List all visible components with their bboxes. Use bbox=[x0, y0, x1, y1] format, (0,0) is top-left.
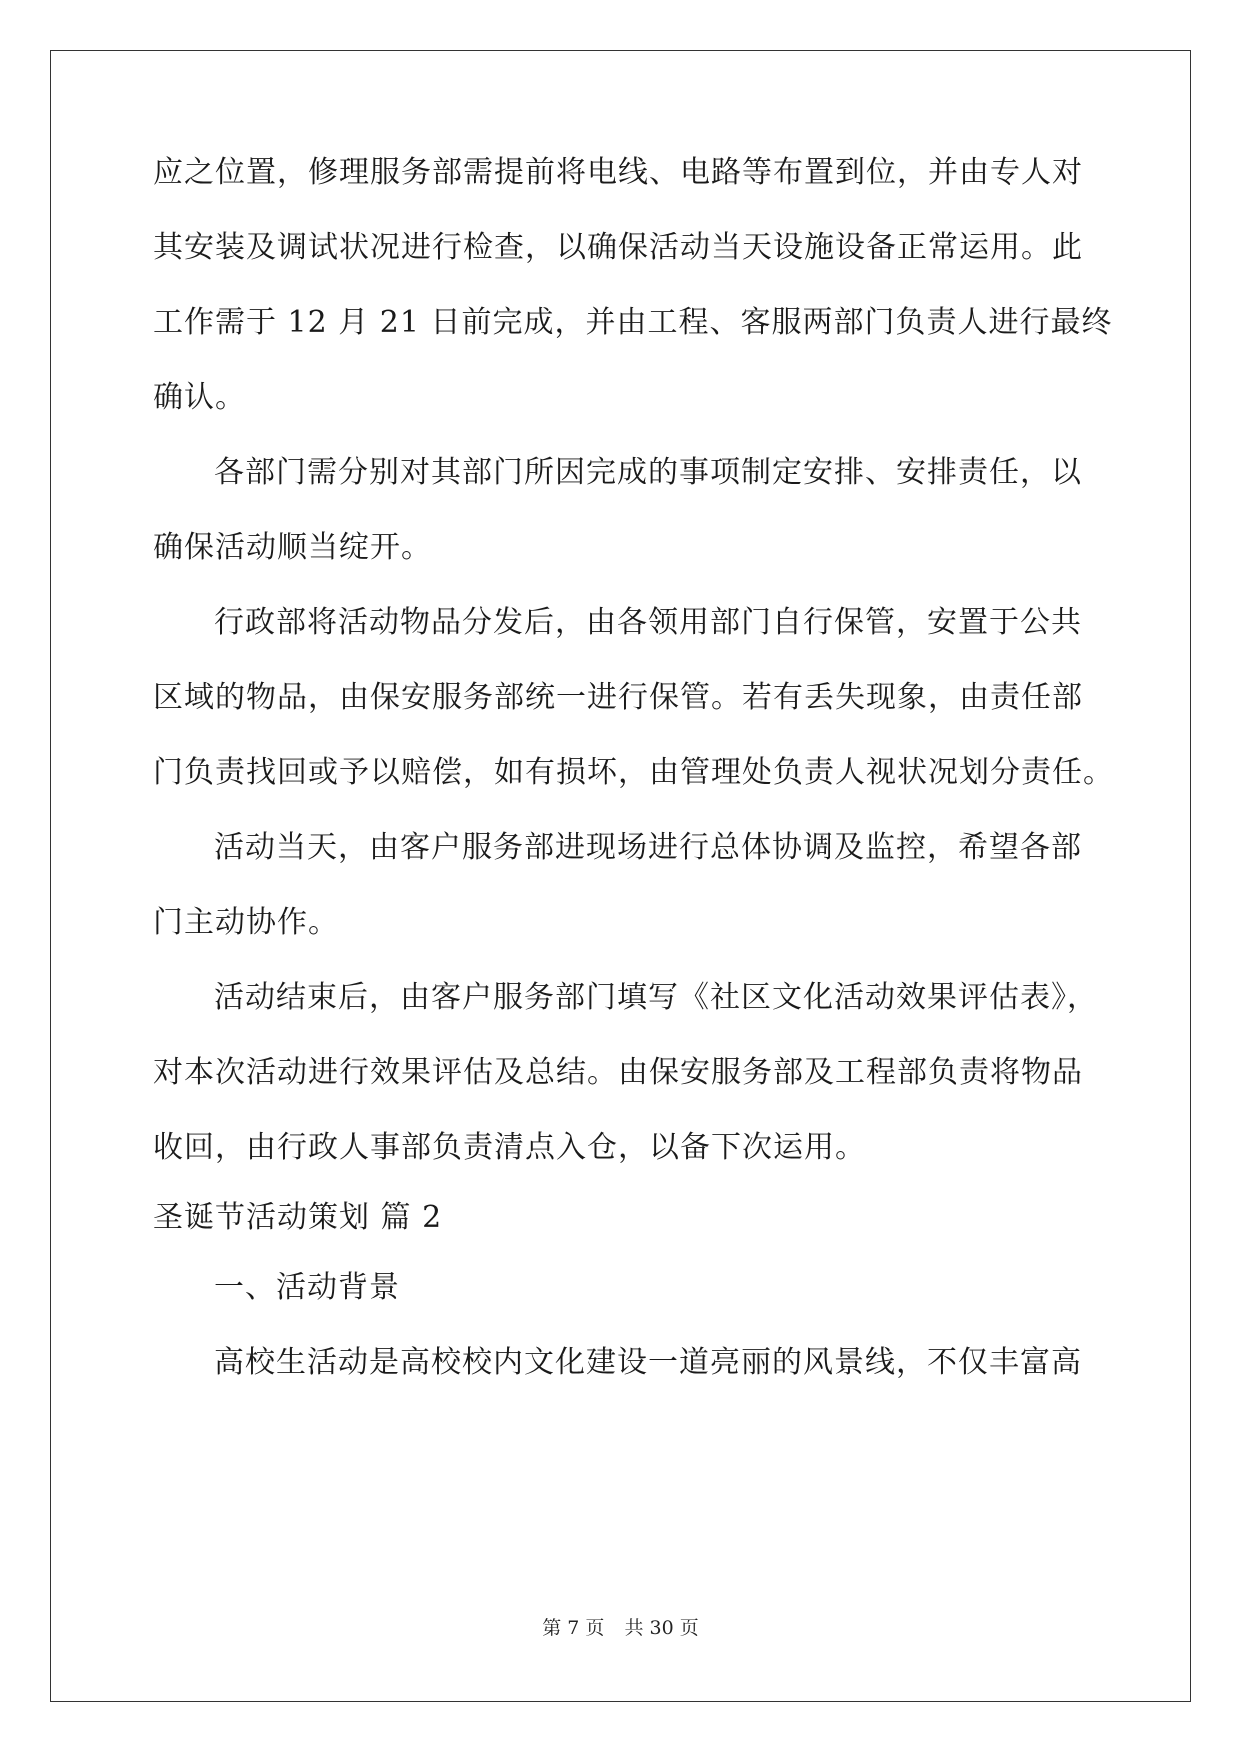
text-line: 活动结束后，由客户服务部门填写《社区文化活动效果评估表》， bbox=[214, 980, 1098, 1015]
page-border bbox=[50, 50, 1191, 1702]
text-line: 工作需于 12 月 21 日前完成，并由工程、客服两部门负责人进行最终 bbox=[153, 305, 1113, 340]
text-line: 确保活动顺当绽开。 bbox=[153, 530, 432, 565]
text-line: 应之位置，修理服务部需提前将电线、电路等布置到位，并由专人对 bbox=[153, 155, 1083, 190]
section-heading: 圣诞节活动策划 篇 2 bbox=[153, 1200, 443, 1235]
text-line: 确认。 bbox=[153, 380, 246, 415]
text-line: 收回，由行政人事部负责清点入仓，以备下次运用。 bbox=[153, 1130, 866, 1165]
text-line: 区域的物品，由保安服务部统一进行保管。若有丢失现象，由责任部 bbox=[153, 680, 1083, 715]
text-line: 对本次活动进行效果评估及总结。由保安服务部及工程部负责将物品 bbox=[153, 1055, 1083, 1090]
text-line: 门负责找回或予以赔偿，如有损坏，由管理处负责人视状况划分责任。 bbox=[153, 755, 1114, 790]
text-line: 各部门需分别对其部门所因完成的事项制定安排、安排责任，以 bbox=[214, 455, 1082, 490]
page-number: 第 7 页 bbox=[542, 1617, 605, 1639]
text-line: 其安装及调试状况进行检查，以确保活动当天设施设备正常运用。此 bbox=[153, 230, 1083, 265]
text-line: 高校生活动是高校校内文化建设一道亮丽的风景线，不仅丰富高 bbox=[214, 1345, 1082, 1380]
subsection-heading: 一、活动背景 bbox=[214, 1270, 400, 1305]
page-total: 共 30 页 bbox=[624, 1617, 699, 1639]
text-line: 活动当天，由客户服务部进现场进行总体协调及监控，希望各部 bbox=[214, 830, 1082, 865]
page-footer bbox=[0, 1616, 1241, 1640]
text-line: 行政部将活动物品分发后，由各领用部门自行保管，安置于公共 bbox=[214, 605, 1082, 640]
text-line: 门主动协作。 bbox=[153, 905, 339, 940]
